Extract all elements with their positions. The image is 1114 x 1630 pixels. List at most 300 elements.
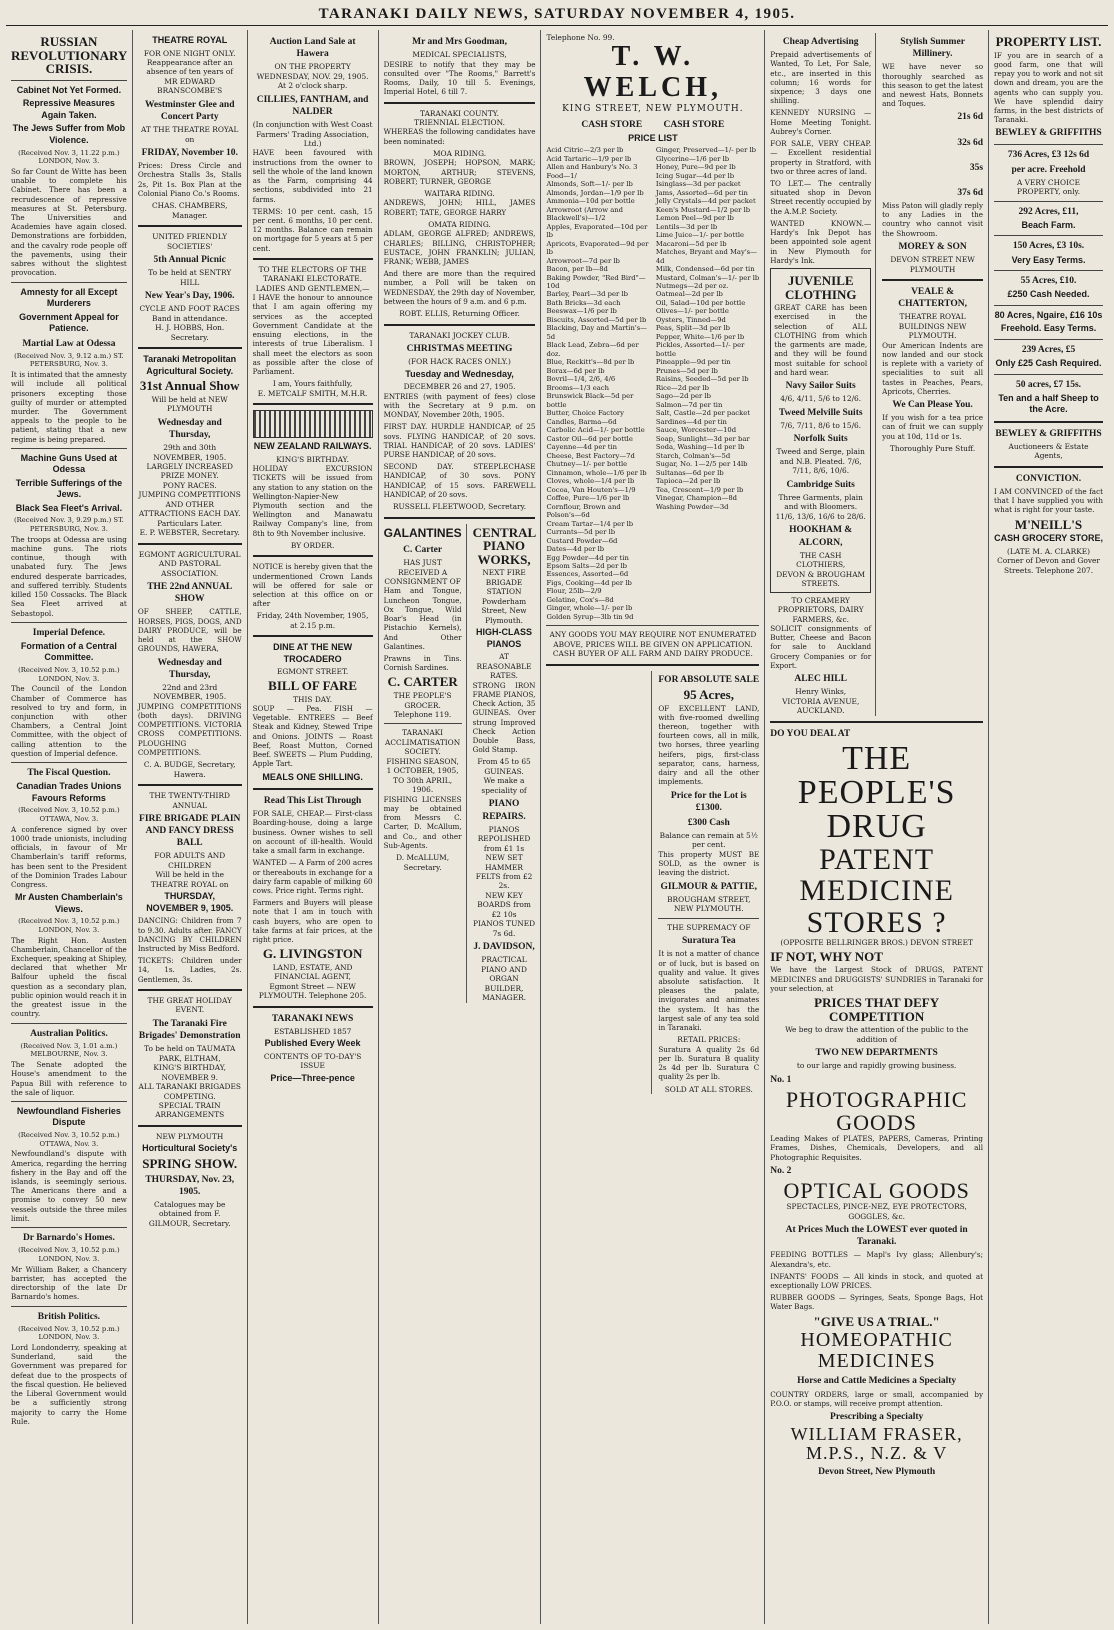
ad-text: WANTED KNOWN.— Hardy's Ink Depot has been appointed sole agent in New Plymouth for Hardy's Ink. bbox=[770, 218, 872, 265]
ad-text: SOUP — Pea. FISH — Vegetable. ENTREES — Beef Steak and Kidney, Stewed Tripe and Onions. JOINTS — Roast Beef, Roast Mutton, Corned Beef. SWEETS — Plum Pudding, Apple Tart. bbox=[252, 704, 373, 769]
property-subheading: Beach Farm. bbox=[1021, 219, 1076, 230]
price-list-item-text: Glycerine—1/6 per lb bbox=[655, 154, 730, 163]
ad-text: TO THE ELECTORS OF THE TARANAKI ELECTORATE. bbox=[258, 264, 367, 284]
price-list-item-text: Gelatine, Cox's—8d bbox=[546, 595, 614, 604]
price-list-item-text: Allen and Hanbury's No. 3 Food—1/ bbox=[546, 163, 638, 180]
price-list-item-text: Apples, Evaporated—10d per lb bbox=[546, 222, 648, 240]
ad-heading: Price for the Lot is £1300. bbox=[670, 790, 747, 813]
ad-text: 29th and 30th NOVEMBER, 1905. bbox=[153, 443, 227, 462]
subhead-cabinet: Cabinet Not Yet Formed. bbox=[16, 84, 122, 95]
price-list-item bbox=[656, 146, 759, 154]
ad-text: OMATA RIDING. bbox=[428, 219, 491, 229]
ad-text: And there are more than the required number, a Poll will be taken on WEDNESDAY, the 29th day of November, between the hours of 9 a.m. and 6 p.m. bbox=[383, 269, 536, 306]
ad-text: ANDREWS, JOHN; HILL, JAMES ROBERT; TATE, GEORGE HARRY bbox=[383, 198, 536, 217]
price-list-item-text: Carbolic Acid—1/- per bottle bbox=[546, 426, 645, 435]
column-shops bbox=[765, 30, 989, 1624]
price-list-item bbox=[546, 324, 649, 341]
price-list-item bbox=[546, 367, 649, 375]
ad-heading: The Taranaki Fire Brigades' Demonstration bbox=[138, 1018, 241, 1041]
ad-heading: Stylish Summer Millinery. bbox=[900, 37, 965, 60]
ad-text: FISHING SEASON, 1 OCTOBER, 1905, TO 30th APRIL, 1906. bbox=[386, 756, 459, 795]
ad-text: THE PEOPLE'S GROCER. bbox=[393, 691, 452, 710]
subhead-martial: Martial Law at Odessa bbox=[22, 338, 116, 349]
ad-text: WEDNESDAY, NOV. 29, 1905. bbox=[256, 71, 369, 81]
article-text: It is intimated that the amnesty will include all political prisoners excepting those guilty of murder or attempted murder. The Government appeals to the people to be patient, stating that a new regime is being prepared. bbox=[11, 370, 127, 444]
article-text: Lord Londonderry, speaking at Sunderland, said the Government was prepared for defeat due to the prospects of the fiscal question. He believed the Liberal Government would be a sufficiently strong majority to carry the Home Rule. bbox=[11, 1343, 127, 1426]
dateline: (Received Nov. 3, 10.52 p.m.) LONDON, Nov. 3. bbox=[18, 665, 120, 683]
ad-text: ESTABLISHED 1857 bbox=[273, 1026, 352, 1036]
price-list-item bbox=[546, 257, 649, 265]
ad-text: PONY RACES. bbox=[162, 480, 217, 490]
locomotive-engraving bbox=[253, 410, 373, 438]
ad-text: FIRST DAY. HURDLE HANDICAP, of 25 sovs. FLYING HANDICAP, of 20 sovs. TRIAL HANDICAP, of 20 sovs. LADIES' PURSE HANDICAP, of 20 sovs. bbox=[383, 422, 536, 459]
price-list-item bbox=[546, 290, 649, 298]
price-list-item bbox=[546, 307, 649, 315]
price-list-item-text: Jelly Crystals—4d per packet bbox=[655, 197, 756, 206]
price-list-item bbox=[546, 299, 649, 307]
price-list-item bbox=[546, 494, 649, 502]
price-list-item bbox=[546, 469, 649, 477]
ad-heading: G. LIVINGSTON bbox=[262, 946, 363, 962]
ad-heading: Horticultural Society's bbox=[142, 1143, 238, 1154]
ad-text: BROUGHAM STREET, bbox=[667, 894, 751, 904]
property-heading: 736 Acres, £3 12s 6d bbox=[1007, 149, 1090, 160]
ad-text: THE TWENTY-THIRD ANNUAL bbox=[149, 791, 230, 810]
property-heading: 239 Acres, £5 bbox=[1021, 344, 1076, 355]
price-list-item-text: Butter, Choice Factory bbox=[546, 409, 625, 418]
ad-text: MOA RIDING. bbox=[432, 148, 487, 158]
ad-text: NEW PLYMOUTH. bbox=[673, 904, 744, 914]
property-heading: 80 Acres, Ngaire, £16 10s bbox=[994, 309, 1103, 320]
price-list-item bbox=[546, 579, 649, 587]
price-list-item-text: Washing Powder—3d bbox=[655, 502, 729, 511]
ad-text: It is not a matter of chance or of luck, but is based on quality and value. It gives absolute satisfaction. It pleases the palate, invigorates and animates the system. It has the largest sale of any tea sold in Taranaki. bbox=[658, 949, 760, 1033]
price-list-item-text: Cocoa, Van Houten's—1/9 bbox=[546, 485, 636, 494]
ad-heading: M'NEILL'S bbox=[1014, 516, 1083, 532]
hat-price: 37s 6d bbox=[957, 187, 984, 198]
property-subheading: Very Easy Terms. bbox=[1011, 254, 1086, 265]
article-text: A conference signed by over 1000 trade unionists, including officials, in favour of Mr Chamberlain's tariff reforms, has been sent to the President of the Dominion Trades Labour Congress. bbox=[11, 824, 127, 889]
ad-text: EGMONT AGRICULTURAL AND PASTORAL ASSOCIATION. bbox=[138, 549, 241, 578]
property-heading: 55 Acres, £10. bbox=[1020, 276, 1077, 287]
subhead-canadian: Canadian Trades Unions Favours Reforms bbox=[16, 781, 122, 803]
price-list-item bbox=[546, 265, 649, 273]
ad-text: Suratura A quality 2s 6d per lb. Suratura B quality 2s 4d per lb. Suratura C quality 2s per lb. bbox=[658, 1044, 760, 1082]
price-list-item-text: Oatmeal—2d per lb bbox=[655, 290, 723, 299]
ad-text: LARGELY INCREASED PRIZE MONEY. bbox=[146, 462, 233, 481]
headline-barnardo: Dr Barnardo's Homes. bbox=[22, 1233, 115, 1244]
price-list-item bbox=[656, 375, 759, 383]
price-list-item-text: Prunes—5d per lb bbox=[655, 366, 718, 375]
property-subheading: Only £25 Cash Required. bbox=[995, 358, 1102, 368]
ad-text: ANY GOODS YOU MAY REQUIRE NOT ENUMERATED ABOVE, PRICES WILL BE GIVEN ON APPLICATION. bbox=[549, 630, 757, 649]
price-list-item-text: Nutmegs—2d per oz. bbox=[655, 282, 729, 290]
ad-text: DESIRE to notify that they may be consulted over "The Rooms," Barrett's Rooms, Daily, 10 till 5. Evenings, Imperial Hotel, 6 till 7. bbox=[383, 59, 536, 97]
price-list bbox=[546, 146, 759, 621]
price-list-item-text: Currants—5d per lb bbox=[546, 528, 616, 537]
price-list-item-text: Cayenne—4d per tin bbox=[546, 443, 618, 452]
price-list-item bbox=[546, 240, 649, 257]
ad-text: We beg to draw the attention of the public to the addition of bbox=[785, 1025, 969, 1044]
price-list-item-text: Essences, Assorted—6d bbox=[546, 570, 629, 579]
ad-heading: WILLIAM FRASER, M.P.S., N.Z. & V bbox=[790, 1424, 963, 1463]
ad-heading: HIGH-CLASS PIANOS bbox=[476, 627, 533, 649]
ad-text: FOR SALE, VERY CHEAP.— Excellent residential property in Stratford, with two or three acres of land. bbox=[770, 139, 872, 176]
ad-text: ON THE PROPERTY bbox=[274, 62, 351, 72]
price-list-item bbox=[546, 452, 649, 460]
ad-text: RETAIL PRICES: bbox=[677, 1035, 741, 1045]
subhead-blacksea: Black Sea Fleet's Arrival. bbox=[15, 502, 123, 513]
ad-text: To be held at SENTRY HILL bbox=[148, 268, 232, 287]
subhead-terrible: Terrible Sufferings of the Jews. bbox=[15, 477, 123, 500]
newspaper-page bbox=[6, 30, 1108, 1624]
headline-newfoundland: Newfoundland Fisheries Dispute bbox=[16, 1105, 121, 1128]
price-list-item-text: Dates—4d per lb bbox=[546, 545, 605, 554]
ad-heading: Devon Street, New Plymouth bbox=[818, 1466, 936, 1477]
ad-text: Band in attendance. bbox=[152, 313, 228, 323]
ad-text: Telephone 119. bbox=[393, 710, 452, 720]
price-list-item-text: Baking Powder, "Red Bird"—10d bbox=[546, 273, 646, 290]
price-list-item bbox=[546, 274, 649, 291]
ad-text: GREAT CARE has been exercised in the selection of ALL CLOTHING from which the garments are made, and they will be found most suitable for school and hard wear. bbox=[774, 303, 868, 377]
ad-text: PIANOS REPOLISHED from £1 1s bbox=[477, 824, 531, 853]
price-list-item-text: Pineapple—9d per tin bbox=[655, 358, 731, 367]
ad-text: CASH BUYER OF ALL FARM AND DAIRY PRODUCE. bbox=[552, 649, 753, 659]
ad-text: 7/6, 7/11, 8/6 to 15/6. bbox=[780, 420, 862, 430]
ad-heading: OPTICAL GOODS bbox=[783, 1178, 970, 1204]
ad-heading: TWO NEW DEPARTMENTS bbox=[815, 1048, 938, 1059]
ad-heading: FRIDAY, November 10. bbox=[141, 148, 238, 159]
ad-text: AT THE THEATRE ROYAL on bbox=[140, 125, 239, 144]
price-list-item-text: Ammonia—10d per bottle bbox=[546, 197, 635, 206]
subhead-government: Government Appeal for Patience. bbox=[19, 311, 119, 334]
ad-heading: PIANO REPAIRS. bbox=[482, 799, 526, 822]
ad-text: Egmont Street — NEW PLYMOUTH. Telephone 205. bbox=[258, 981, 367, 1001]
price-list-item-text: Cloves, whole—1/4 per lb bbox=[546, 477, 635, 486]
ad-text: STRONG IRON FRAME PIANOS, Check Action, 35 GUINEAS. Over strung Improved Check Action Double Bass, Gold Stamp. bbox=[472, 680, 536, 755]
subhead-repressive: Repressive Measures Again Taken. bbox=[22, 98, 115, 120]
price-list-item-text: Lemon Peel—9d per lb bbox=[655, 214, 734, 223]
ad-text: KING'S BIRTHDAY, NOVEMBER 9. bbox=[153, 1063, 227, 1082]
ad-heading: "GIVE US A TRIAL." bbox=[813, 1313, 940, 1329]
ad-text: I AM CONVINCED of the fact that I have supplied you with what is right for your taste. bbox=[994, 486, 1104, 515]
ad-heading: CHRISTMAS MEETING bbox=[406, 344, 513, 355]
ad-text: E. METCALF SMITH, M.H.R. bbox=[257, 388, 368, 398]
price-list-item bbox=[656, 172, 759, 180]
ad-text: A VERY CHOICE PROPERTY, only. bbox=[1016, 177, 1081, 197]
ad-heading: PRICE LIST bbox=[628, 132, 678, 143]
ad-heading: VEALE & CHATTERTON, bbox=[898, 287, 967, 310]
price-list-item-text: Coffee, Pure—1/6 per lb bbox=[546, 494, 630, 503]
ad-heading: £300 Cash bbox=[687, 817, 730, 828]
ad-text: RUBBER GOODS — Syringes, Seats, Sponge Bags, Hot Water Bags. bbox=[770, 1293, 984, 1312]
price-list-item-text: Candles, Barma—6d bbox=[546, 417, 617, 426]
ad-text: TO LET.— The centrally situated shop in Devon Street recently occupied by the A.M.P. Society. bbox=[770, 179, 872, 216]
price-list-item-text: Mustard, Colman's—1/- per lb bbox=[655, 273, 760, 282]
ad-text: Balance can remain at 5½ per cent. bbox=[659, 831, 758, 850]
price-list-item-text: Soda, Washing—1d per lb bbox=[655, 443, 745, 452]
price-list-item-text: Cream Tartar—1/4 per lb bbox=[546, 519, 634, 528]
ad-text: CHAS. CHAMBERS, Manager. bbox=[151, 201, 228, 220]
article-text: The Senate adopted the House's amendment to the Papua Bill with reference to the sale of liquor. bbox=[11, 1060, 127, 1097]
ad-heading: CASH GROCERY STORE, bbox=[994, 533, 1103, 544]
dateline: (Received Nov. 3, 10.52 p.m.) LONDON, Nov. 3. bbox=[18, 1246, 120, 1263]
ad-text: THE CASH CLOTHIERS, bbox=[796, 550, 846, 570]
price-list-item-text: Cinnamon, whole—1/6 per lb bbox=[546, 468, 647, 477]
price-list-item bbox=[546, 223, 649, 240]
ad-text: FOR SALE, CHEAP.— First-class Boarding-house, doing a large business. Owner wishes to sell on account of ill-health. Would take a small farm in exchange. bbox=[252, 809, 373, 856]
ad-text: LADIES AND GENTLEMEN,— bbox=[255, 283, 370, 293]
ad-text: Farmers and Buyers will please note that I am in touch with cash buyers, who are open to take farms at fair prices, at the right price. bbox=[252, 898, 373, 945]
price-list-item bbox=[546, 562, 649, 570]
price-list-item bbox=[656, 155, 759, 163]
ad-heading: HOMEOPATHIC MEDICINES bbox=[800, 1329, 953, 1373]
price-list-item bbox=[656, 324, 759, 332]
price-list-item-text: Sugar, No. 1—2/5 per 14lb bbox=[655, 460, 748, 469]
ad-text: Reappearance after an absence of ten years of bbox=[146, 57, 234, 77]
price-list-item-text: Milk, Condensed—6d per tin bbox=[655, 265, 755, 274]
ad-text: PIANOS TUNED 7s 6d. bbox=[472, 919, 536, 938]
ad-heading: Norfolk Suits bbox=[793, 434, 848, 445]
price-list-item-text: Lentils—3d per lb bbox=[655, 222, 718, 231]
ad-heading: THE 22nd ANNUAL SHOW bbox=[147, 582, 233, 605]
price-list-item bbox=[656, 341, 759, 358]
ad-heading: Westminster Glee and Concert Party bbox=[144, 99, 235, 123]
price-list-item-text: Figs, Cooking—4d per lb bbox=[546, 578, 632, 587]
price-list-item bbox=[546, 155, 649, 163]
ad-heading: C. CARTER bbox=[387, 674, 458, 690]
dateline: (Received Nov. 3, 1.01 a.m.) MELBOURNE, Nov. 3. bbox=[20, 1041, 118, 1059]
ad-text: CYCLE AND FOOT RACES bbox=[139, 304, 240, 314]
price-list-item-text: Barley, Pearl—3d per lb bbox=[546, 290, 628, 299]
ad-text: WE have never so thoroughly searched as this season to get the latest and newest Hats, Bonnets and Toques. bbox=[882, 62, 984, 109]
ad-text: FOR ONE NIGHT ONLY. bbox=[143, 48, 236, 58]
ad-text: HAS JUST RECEIVED A CONSIGNMENT OF bbox=[384, 558, 461, 586]
ad-heading: FIRE BRIGADE PLAIN AND FANCY DRESS BALL bbox=[139, 814, 241, 849]
price-list-item bbox=[656, 392, 759, 400]
ad-heading: NEW ZEALAND RAILWAYS. bbox=[253, 441, 372, 452]
ad-heading: BEWLEY & GRIFFITHS bbox=[995, 128, 1102, 139]
article-text: The troops at Odessa are using machine guns. The riots continue, though with unabated fury. The Jews endured desperate barricades, and suffered terribly. Students killed 150 Cossacks. The Black Sea Fleet arrived at Sebastopol. bbox=[11, 534, 127, 618]
ad-heading: Taranaki Metropolitan Agricultural Society. bbox=[143, 354, 237, 376]
ad-text: NEW KEY BOARDS from £2 10s bbox=[477, 890, 531, 919]
ad-text: If you wish for a tea price can of fruit we can supply you at 10d, 11d or 1s. bbox=[882, 413, 984, 441]
column-entertainments bbox=[133, 30, 248, 1624]
ad-text: I am, Yours faithfully, bbox=[272, 379, 353, 389]
dateline: (Received Nov. 3, 9.12 a.m.) ST. PETERSBURG, Nov. 3. bbox=[14, 351, 124, 369]
ad-text: ALL TARANAKI BRIGADES COMPETING. bbox=[138, 1082, 241, 1101]
price-list-item bbox=[656, 180, 759, 188]
price-list-item-text: Castor Oil—6d per bottle bbox=[546, 434, 633, 443]
ad-text: SOLD AT ALL STORES. bbox=[664, 1084, 753, 1094]
price-list-item bbox=[656, 282, 759, 290]
ad-text: VICTORIA AVENUE, AUCKLAND. bbox=[782, 696, 860, 716]
ad-text: Will be held in the THEATRE ROYAL on bbox=[150, 870, 229, 889]
ad-text: (LATE M. A. CLARKE) Corner of Devon and Gover Streets. Telephone 207. bbox=[997, 546, 1100, 575]
subhead-amnesty: Amnesty for all Except Murderers bbox=[20, 286, 118, 309]
price-list-item bbox=[546, 375, 649, 383]
price-list-item-text: Acid Citric—2/3 per lb bbox=[546, 146, 624, 155]
headline-imperial: Imperial Defence. bbox=[32, 627, 106, 638]
ad-text: TICKETS: Children under 14, 1s. Ladies, 2s. Gentlemen, 3s. bbox=[137, 956, 242, 984]
price-list-item-text: Soap, Sunlight—3d per bar bbox=[655, 434, 750, 443]
price-list-item bbox=[656, 409, 759, 417]
price-list-item bbox=[656, 477, 759, 485]
ad-heading: THURSDAY, Nov. 23, 1905. bbox=[145, 1174, 235, 1197]
article-text: So far Count de Witte has been unable to complete his Cabinet. There has been a recrudescence of repressive measures at St. Petersburg. The Universities and Academies have again closed. Demonstrations are forbidden, and the cavalry rode people off the pavements, using their sabres without the slightest provocation. bbox=[11, 166, 127, 278]
price-list-item-text: Biscuits, Assorted—5d per lb bbox=[546, 315, 647, 324]
price-list-item bbox=[656, 299, 759, 307]
price-list-item-text: Salt, Castle—2d per packet bbox=[655, 409, 750, 418]
price-list-item bbox=[546, 197, 649, 205]
ad-text: SPECTACLES, PINCE-NEZ, EYE PROTECTORS, GOGGLES, &c. bbox=[786, 1202, 967, 1221]
price-list-item-text: Blue, Reckitt's—8d per lb bbox=[546, 358, 635, 367]
price-list-item bbox=[546, 570, 649, 578]
ad-heading: TARANAKI NEWS bbox=[271, 1013, 354, 1024]
ad-text: Friday, 24th November, 1905, at 2.15 p.m. bbox=[256, 611, 369, 630]
ad-text: WANTED — A Farm of 200 acres or thereabouts in exchange for a dairy farm capable of milking 60 cows. Price right. Terms right. bbox=[252, 858, 373, 895]
price-list-item-text: Chutney—1/- per bottle bbox=[546, 460, 628, 469]
ad-text: MEDICAL SPECIALISTS, bbox=[412, 50, 507, 60]
price-list-item bbox=[656, 189, 759, 197]
column-notices bbox=[379, 30, 542, 1624]
ad-heading: CONVICTION. bbox=[1015, 473, 1082, 484]
price-list-item-text: Epsom Salts—2d per lb bbox=[546, 561, 628, 570]
ad-heading: Cambridge Suits bbox=[786, 479, 855, 490]
price-list-item-text: Almonds, Soft—1/- per lb bbox=[546, 180, 633, 189]
headline-russia: RUSSIAN REVOLUTIONARY CRISIS. bbox=[11, 34, 128, 77]
price-list-item bbox=[656, 248, 759, 265]
ad-text: (OPPOSITE BELLRINGER BROS.) DEVON STREET bbox=[780, 938, 973, 948]
ad-heading: THEATRE ROYAL bbox=[152, 35, 228, 45]
price-list-item-text: Bacon, per lb—8d bbox=[546, 265, 608, 274]
welch-title: T. W. WELCH, bbox=[583, 41, 723, 104]
ad-text: Leading Makes of PLATES, PAPERS, Cameras, Printing Frames, Dishes, Chemicals, Developers, and all Photographic Requisites. bbox=[770, 1134, 984, 1162]
ad-text: To be held on TAUMATA PARK, ELTHAM, bbox=[144, 1044, 236, 1063]
price-list-item-text: Custard Powder—6d bbox=[546, 536, 618, 545]
price-list-item-text: Isinglass—3d per packet bbox=[655, 180, 741, 189]
price-list-item-text: Arrowroot (Arrow and Blackwell's)—1/2 bbox=[546, 205, 624, 223]
price-list-item bbox=[546, 189, 649, 197]
ad-heading: Cheap Advertising bbox=[782, 37, 859, 47]
column-auctions bbox=[248, 30, 379, 1624]
ad-heading: Auction Land Sale at Hawera bbox=[269, 37, 356, 60]
ad-text: NEW SET HAMMER FELTS from £2 2s. bbox=[475, 853, 533, 891]
hat-price: 32s 6d bbox=[957, 137, 984, 148]
ad-text: THEATRE ROYAL BUILDINGS NEW PLYMOUTH. bbox=[898, 312, 967, 341]
price-list-item-text: Rice—2d per lb bbox=[655, 383, 709, 392]
ad-text: E. P. WEBSTER, Secretary. bbox=[139, 528, 240, 538]
price-list-item-text: Apricots, Evaporated—9d per lb bbox=[546, 239, 649, 257]
price-list-item-text: Salmon—7d per tin bbox=[655, 400, 723, 409]
ad-heading: C. Carter bbox=[403, 544, 443, 555]
price-list-item bbox=[546, 180, 649, 188]
price-list-item bbox=[546, 587, 649, 595]
price-list-item-text: Sago—2d per lb bbox=[655, 392, 711, 401]
drug-store-title: THE PEOPLE'S DRUG bbox=[797, 739, 956, 845]
ad-text: 4/6, 4/11, 5/6 to 12/6. bbox=[780, 394, 862, 404]
ad-heading: CENTRAL PIANO WORKS, bbox=[472, 524, 537, 567]
ad-text: HAVE been favoured with instructions from the owner to sell the whole of the land known as the Farm, comprising 44 sections, subdivided into 21 farms. bbox=[252, 148, 373, 204]
ad-heading: J. DAVIDSON, bbox=[473, 942, 535, 953]
column-property-list bbox=[989, 30, 1108, 1624]
price-list-item-text: Matches, Bryant and May's—4d bbox=[655, 248, 757, 265]
masthead bbox=[6, 4, 1108, 26]
price-list-item bbox=[656, 223, 759, 231]
ad-text: MR EDWARD BRANSCOMBE'S bbox=[157, 76, 223, 96]
ad-text: TARANAKI COUNTY. bbox=[420, 108, 500, 118]
price-list-item bbox=[546, 435, 649, 443]
ad-heading: Published Every Week bbox=[264, 1038, 361, 1049]
ad-text: THIS DAY. bbox=[293, 694, 333, 704]
price-list-item-text: Raisins, Seeded—5d per lb bbox=[655, 375, 749, 384]
ad-heading: MEALS ONE SHILLING. bbox=[262, 771, 363, 782]
price-list-item bbox=[656, 486, 759, 494]
ad-heading: CASH STORE CASH STORE bbox=[581, 119, 725, 130]
ad-text: BROWN, JOSEPH; HOPSON, MARK; MORTON, ARTHUR; STEVENS, ROBERT; TURNER, GEORGE bbox=[383, 158, 536, 186]
subhead-machine: Machine Guns Used at Odessa bbox=[20, 452, 118, 475]
price-list-item-text: Ginger, Preserved—1/- per lb bbox=[655, 146, 757, 155]
ad-text: NEW PLYMOUTH bbox=[156, 1131, 224, 1141]
price-list-item-text: Arrowroot—7d per lb bbox=[546, 256, 620, 265]
ad-text: SECOND DAY. STEEPLECHASE HANDICAP, of 30 sovs. PONY HANDICAP, of 15 sovs. FAREWELL HANDICAP, of 20 sovs. bbox=[383, 462, 536, 499]
price-list-item-text: Honey, Pure—9d per lb bbox=[655, 163, 736, 172]
price-list-item bbox=[546, 596, 649, 604]
price-list-item bbox=[546, 426, 649, 434]
ad-text: TO CREAMERY PROPRIETORS, DAIRY FARMERS, &c. bbox=[777, 595, 864, 624]
ad-text: FOR ADULTS AND CHILDREN bbox=[154, 851, 226, 870]
ad-text: SOLICIT consignments of Butter, Cheese and Bacon for sale to Auckland Grocery Companies or for Export. bbox=[770, 623, 872, 670]
ad-text: KING'S BIRTHDAY. bbox=[276, 454, 349, 464]
price-list-item bbox=[546, 604, 649, 612]
price-list-item-text: Tea, Crescent—1/9 per lb bbox=[655, 485, 744, 494]
price-list-item bbox=[546, 409, 649, 417]
subhead-austen: Mr Austen Chamberlain's Views. bbox=[14, 892, 123, 914]
price-list-item bbox=[546, 358, 649, 366]
dateline: (Received Nov. 3, 9.29 p.m.) ST. PETERSBURG, Nov. 3. bbox=[14, 516, 124, 534]
price-list-item-text: Peas, Split—3d per lb bbox=[655, 324, 731, 333]
ad-text: Miss Paton will gladly reply to any Ladies in the country who cannot visit the Showroom. bbox=[882, 201, 984, 238]
price-list-left bbox=[546, 146, 649, 621]
price-list-item-text: Golden Syrup—3lb tin 9d bbox=[546, 612, 634, 621]
price-list-item bbox=[546, 316, 649, 324]
price-list-item bbox=[546, 392, 649, 409]
ad-text: Powderham Street, New Plymouth. bbox=[481, 596, 527, 625]
ad-heading: BEWLEY & GRIFFITHS bbox=[995, 428, 1102, 439]
property-heading: 150 Acres, £3 10s. bbox=[1012, 241, 1085, 252]
price-list-item bbox=[546, 486, 649, 494]
price-list-item bbox=[546, 528, 649, 536]
ad-text: EGMONT STREET. bbox=[277, 667, 349, 677]
price-list-item-text: Olives—1/- per bottle bbox=[655, 307, 729, 316]
price-list-item-text: Almonds, Jordan—1/9 per lb bbox=[546, 188, 644, 197]
price-list-item bbox=[546, 503, 649, 520]
ad-text: JUMPING COMPETITIONS AND OTHER ATTRACTIONS EACH DAY. bbox=[138, 490, 241, 519]
ad-text: I HAVE the honour to announce that I am again offering my services as the accepted Government Candidate at the ensuing elections, in the interests of true Liberalism. I shall meet the electors as soon as possible after the close of Parliament. bbox=[252, 293, 373, 376]
subhead-jews: The Jews Suffer from Mob Violence. bbox=[12, 123, 126, 145]
price-list-item-text: Pepper, White—1/6 per lb bbox=[655, 332, 745, 341]
price-list-item bbox=[656, 435, 759, 443]
ad-text: Tweed and Serge, plain and N.B. Pleated. 7/6, 7/11, 8/6, 10/6. bbox=[776, 447, 865, 476]
price-list-item bbox=[546, 418, 649, 426]
price-list-item-text: Beeswax—1/6 per lb bbox=[546, 307, 617, 316]
price-list-item-text: Oysters, Tinned—9d bbox=[655, 315, 726, 324]
price-list-item-text: Jams, Assorted—6d per tin bbox=[655, 188, 748, 197]
ad-text: C. A. BUDGE, Secretary, Hawera. bbox=[143, 760, 236, 779]
ad-text: Henry Winks, bbox=[795, 687, 847, 697]
price-list-item-text: Cheese, Best Factory—7d bbox=[546, 451, 635, 460]
ad-text: BY ORDER. bbox=[290, 540, 335, 550]
